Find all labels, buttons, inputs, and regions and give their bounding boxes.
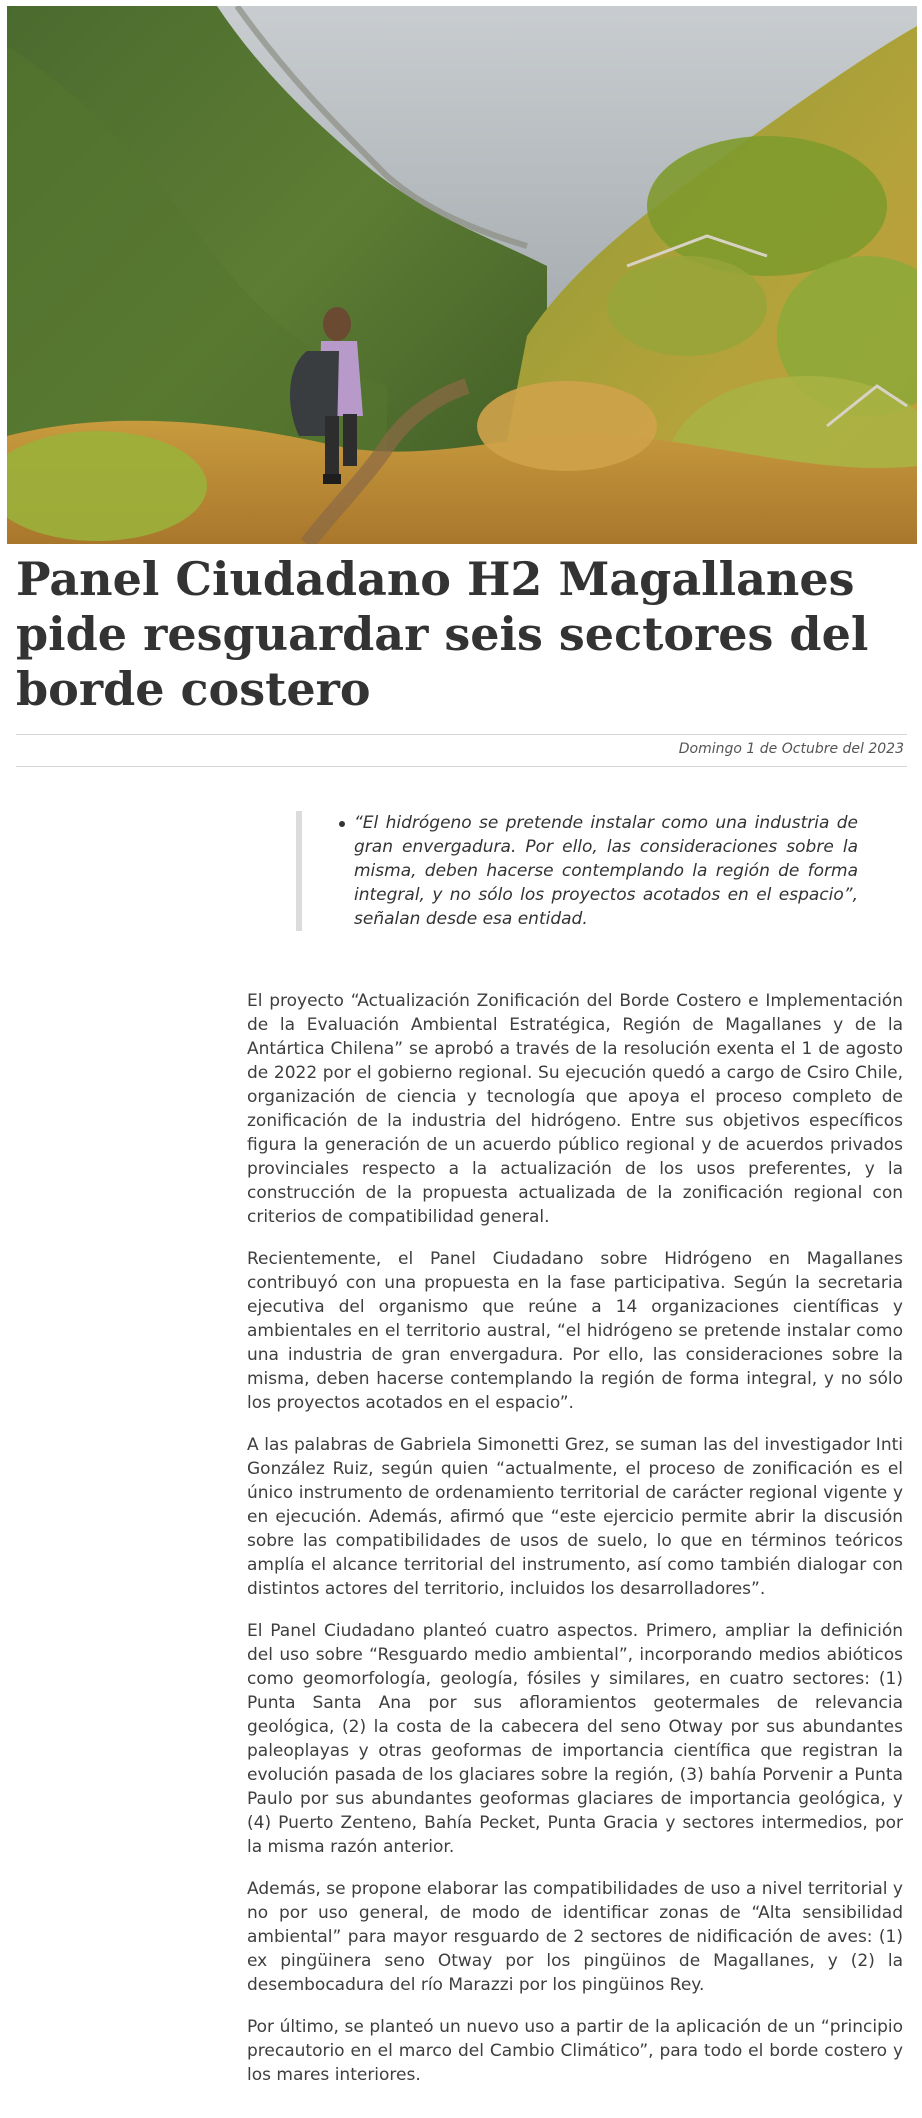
article-paragraph: El proyecto “Actualización Zonificación del Borde Costero e Implementación de la Evaluación Ambiental Estratégica, Región de Magallanes y de la Antártica Chilena” se aprobó a través de la resolución exenta el 1 de agosto de 2022 por el gobierno regional. Su ejecución quedó a cargo de Csiro Chile, organización de ciencia y tecnología que apoya el proceso completo de zonificación de la industria del hidrógeno. Entre sus objetivos específicos figura la generación de un acuerdo público regional y de acuerdos privados provinciales respecto a la actualización de los usos preferentes, y la construcción de la propuesta actualizada de la zonificación regional con criterios de compatibilidad general.	[247, 991, 903, 1227]
title-divider-bottom	[16, 766, 907, 767]
hero-photo	[7, 6, 917, 544]
article-date: Domingo 1 de Octubre del 2023	[678, 741, 904, 757]
article-paragraph: Por último, se planteó un nuevo uso a partir de la aplicación de un “principio precautorio en el marco del Cambio Climático”, para todo el borde costero y los mares interiores.	[247, 2017, 903, 2085]
title-divider-top	[16, 734, 907, 735]
article-paragraph: Además, se propone elaborar las compatibilidades de uso a nivel territorial y no por uso general, de modo de identificar zonas de “Alta sensibilidad ambiental” para mayor resguardo de 2 sectores de nidificación de aves: (1) ex pingüinera seno Otway por los pingüinos de Magallanes, y (2) la desembocadura del río Marazzi por los pingüinos Rey.	[247, 1879, 903, 1995]
article-paragraph: A las palabras de Gabriela Simonetti Grez, se suman las del investigador Inti González Ruiz, según quien “actualmente, el proceso de zonificación es el único instrumento de ordenamiento territorial de carácter regional vigente y en ejecución. Además, afirmó que “este ejercicio permite abrir la discusión sobre las compatibilidades de usos de suelo, lo que en términos teóricos amplía el alcance territorial del instrumento, así como también dialogar con distintos actores del territorio, incluidos los desarrolladores”.	[247, 1435, 903, 1599]
article-title: Panel Ciudadano H2 Magallanes pide resguardar seis sectores del borde costero	[16, 552, 869, 716]
article-paragraph: El Panel Ciudadano planteó cuatro aspectos. Primero, ampliar la definición del uso sobre “Resguardo medio ambiental”, incorporando medios abióticos como geomorfología, geología, fósiles y similares, en cuatro sectores: (1) Punta Santa Ana por sus afloramientos geotermales de relevancia geológica, (2) la costa de la cabecera del seno Otway por sus abundantes paleoplayas y otras geoformas de importancia científica que registran la evolución pasada de los glaciares sobre la región, (3) bahía Porvenir a Punta Paulo por sus abundantes geoformas glaciares de importancia geológica, y (4) Puerto Zenteno, Bahía Pecket, Punta Gracia y sectores intermedios, por la misma razón anterior.	[247, 1621, 903, 1857]
pull-quote-text: “El hidrógeno se pretende instalar como una industria de gran envergadura. Por ello, las consideraciones sobre la misma, deben hacerse contemplando la región de forma integral, y no sólo los proyectos acotados en el espacio”, señalan desde esa entidad.	[354, 813, 858, 929]
hero-image	[7, 6, 917, 544]
article-paragraph: Recientemente, el Panel Ciudadano sobre Hidrógeno en Magallanes contribuyó con una propuesta en la fase participativa. Según la secretaria ejecutiva del organismo que reúne a 14 organizaciones científicas y ambientales en el territorio austral, “el hidrógeno se pretende instalar como una industria de gran envergadura. Por ello, las consideraciones sobre la misma, deben hacerse contemplando la región de forma integral, y no sólo los proyectos acotados en el espacio”.	[247, 1249, 903, 1413]
pull-quote	[296, 811, 858, 931]
article-body	[247, 989, 903, 2105]
pull-quote-list	[302, 811, 858, 931]
